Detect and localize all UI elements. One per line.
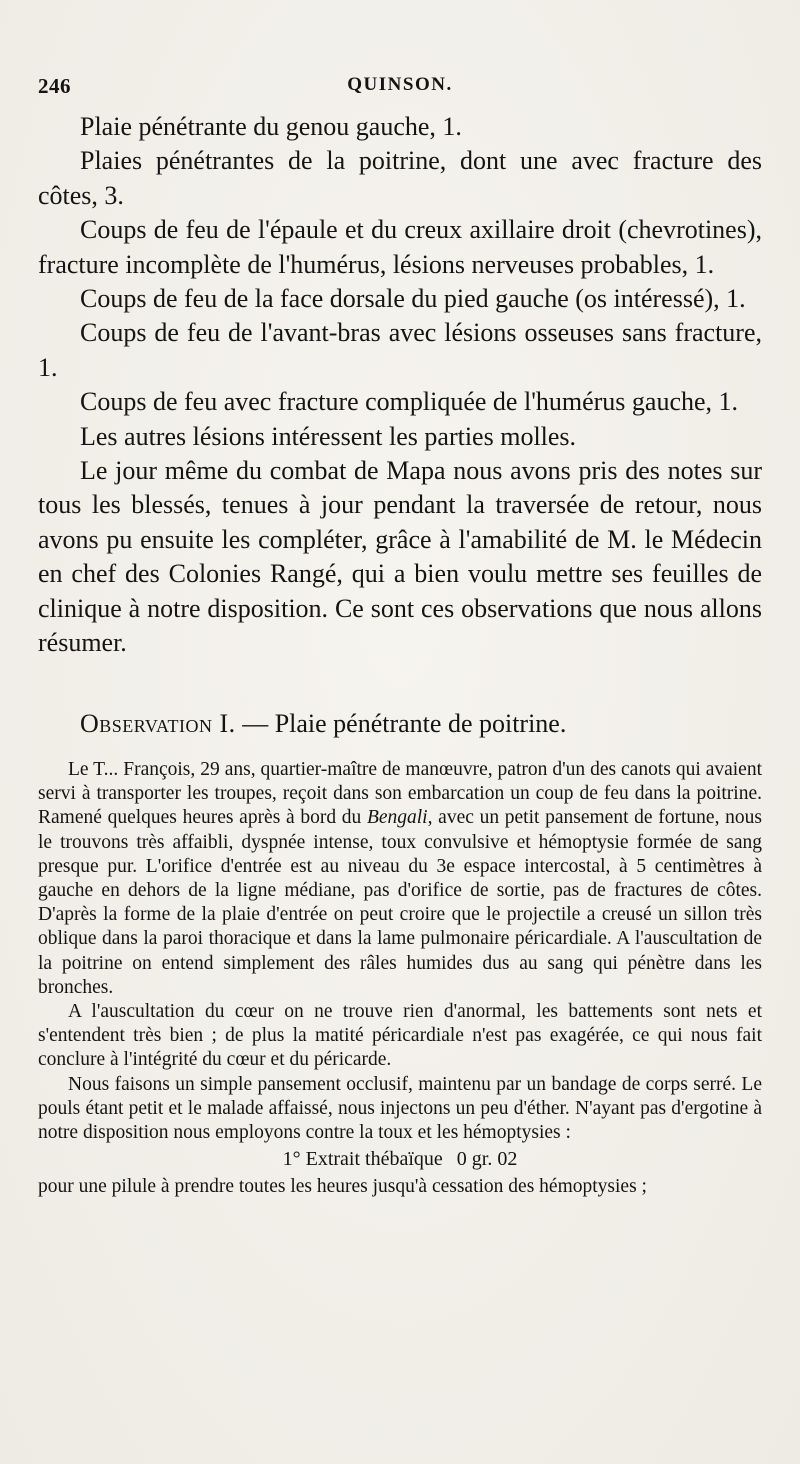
observation-label: Observation I. — [80, 709, 236, 738]
lesion-item: Coups de feu de l'épaule et du creux axillaire droit (chevrotines), fracture incomplète de l'humérus, lésions nerveuses probables, 1. — [38, 215, 762, 279]
text-run: Le T... François, 29 ans, quartier-maître de manœuvre, patron d'un des canots qui avaient servi à transporter les troupes, reçoit dans son embarcation un coup de feu dans la poitrine. Ramené quelques heures après à bord du — [38, 759, 762, 829]
lesion-list — [38, 110, 762, 661]
prescription-formula — [38, 1147, 762, 1171]
observation-paragraph: pour une pilule à prendre toutes les heures jusqu'à cessation des hémoptysies ; — [38, 1176, 647, 1198]
formula-quantity: 0 gr. 02 — [456, 1148, 518, 1171]
lesion-item: Plaie pénétrante du genou gauche, 1. — [80, 112, 462, 141]
text-run: , avec un petit pansement de fortune, nous le trouvons très affaibli, dyspnée intense, toux convulsive et hémoptysie formée de sang presque pur. L'orifice d'entrée est au niveau du 3e espace intercostal, à 5 centimètres à gauche en dehors de la ligne médiane, pas d'orifice de sortie, pas de fractures de côtes. D'après la forme de la plaie d'entrée on peut croire que le projectile a creusé un sillon très oblique dans la paroi thoracique et dans la lame pulmonaire péricardiale. A l'auscultation de la poitrine on entend simplement des râles humides dus au sang qui pénètre dans les bronches. — [38, 807, 762, 998]
observation-paragraph — [38, 758, 762, 1000]
lesion-item: Coups de feu de la face dorsale du pied gauche (os intéressé), 1. — [80, 284, 746, 314]
lesion-item: Les autres lésions intéressent les parties molles. — [80, 421, 577, 451]
lesion-item: Plaies pénétrantes de la poitrine, dont une avec fracture des côtes, 3. — [38, 146, 762, 210]
lesion-item: Coups de feu de l'avant-bras avec lésions osseuses sans fracture, 1. — [38, 318, 762, 382]
page-number: 246 — [38, 74, 71, 98]
observation-paragraph: Nous faisons un simple pansement occlusif, maintenu par un bandage de corps serré. Le pouls étant petit et le malade affaissé, nous injectons un peu d'éther. N'ayant pas d'ergotine à notre disposition nous employons contre la toux et les hémoptysies : — [38, 1073, 762, 1144]
observation-paragraph: A l'auscultation du cœur on ne trouve rien d'anormal, les battements sont nets et s'entendent très bien ; de plus la matité péricardiale n'est pas exagérée, ce qui nous fait conclure à l'intégrité du cœur et du péricarde. — [38, 1001, 762, 1071]
closing-block — [38, 1175, 762, 1199]
observation-heading — [38, 707, 762, 741]
observation-title: — Plaie pénétrante de poitrine. — [242, 709, 567, 738]
page-header — [38, 74, 762, 104]
observation-body — [38, 758, 762, 1200]
running-head: QUINSON. — [347, 74, 453, 95]
lesion-item: Coups de feu avec fracture compliquée de l'humérus gauche, 1. — [80, 387, 739, 417]
formula-item: 1° Extrait thébaïque — [282, 1148, 443, 1171]
ship-name: Bengali — [366, 807, 428, 829]
intro-paragraph: Le jour même du combat de Mapa nous avons pris des notes sur tous les blessés, tenues à jour pendant la traversée de retour, nous avons pu ensuite les compléter, grâce à l'amabilité de M. le Médecin en chef des Colonies Rangé, qui a bien voulu mettre ses feuilles de clinique à notre disposition. Ce sont ces observations que nous allons résumer. — [38, 456, 762, 658]
